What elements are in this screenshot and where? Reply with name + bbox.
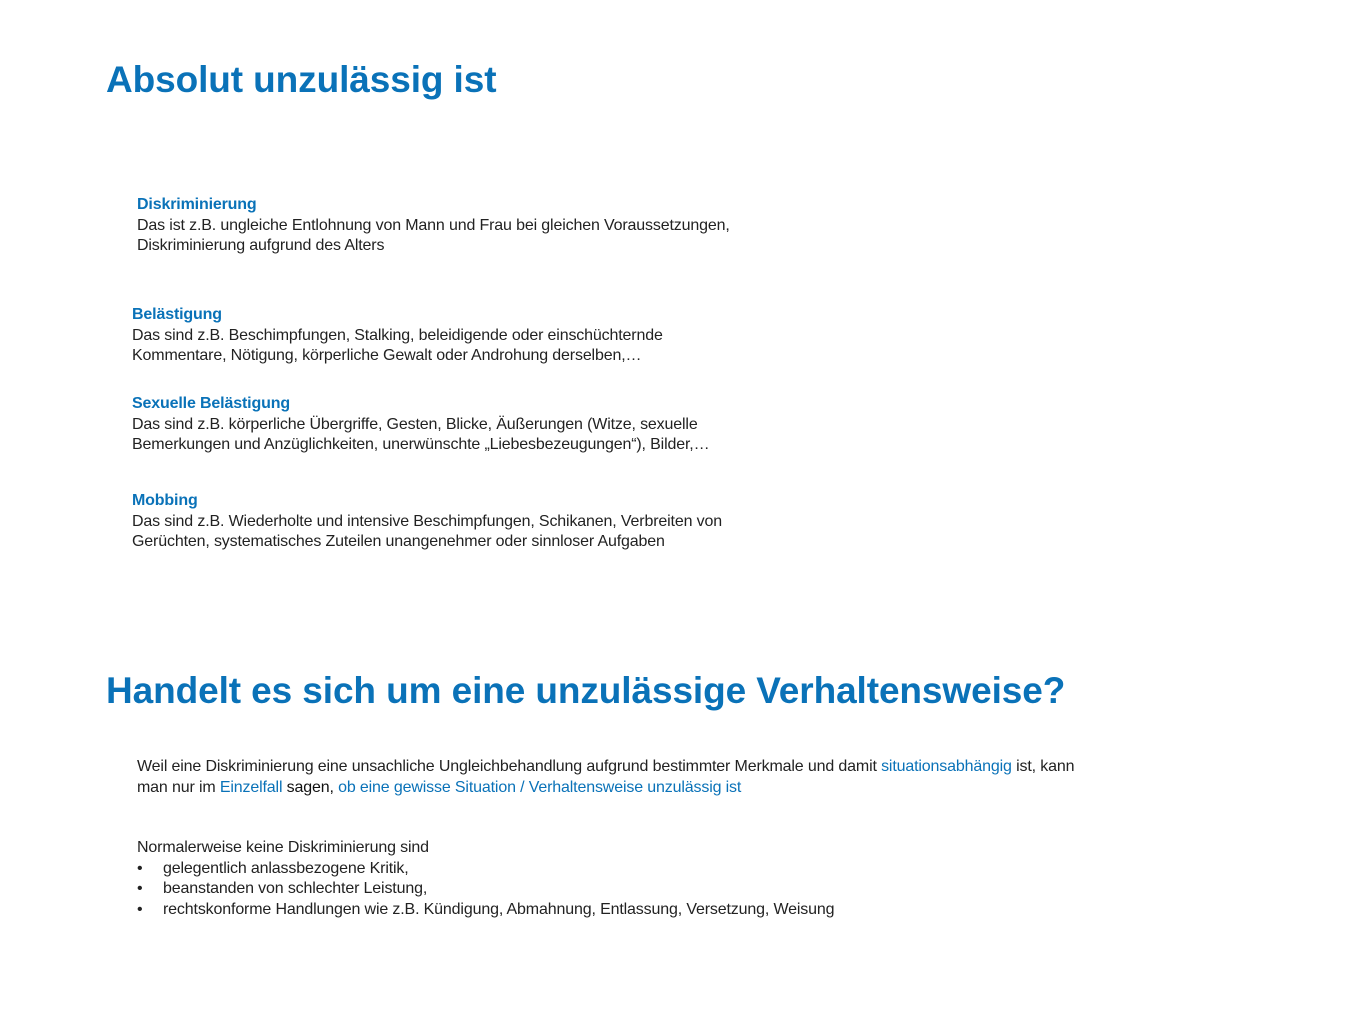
item-belaestigung: [132, 305, 663, 367]
no-discrimination-list: [137, 838, 834, 920]
list-item: [137, 879, 834, 900]
paragraph-text: ist, kann: [1011, 758, 1075, 775]
item-sexuelle-belaestigung: [132, 394, 709, 456]
heading-absolut-unzulaessig: Absolut unzulässig ist: [106, 59, 497, 100]
explanation-paragraph: [137, 757, 1074, 798]
bullet-icon: •: [137, 859, 143, 877]
list-item-text: rechtskonforme Handlungen wie z.B. Kündigung, Abmahnung, Entlassung, Versetzung, Weisung: [163, 900, 835, 918]
item-text-line: Das sind z.B. Wiederholte und intensive Beschimpfungen, Schikanen, Verbreiten von: [132, 512, 722, 530]
item-text-line: Bemerkungen und Anzüglichkeiten, unerwünschte „Liebesbezeugungen“), Bilder,…: [132, 436, 710, 453]
item-text-line: Diskriminierung aufgrund des Alters: [137, 237, 385, 254]
item-title: Mobbing: [132, 492, 198, 509]
heading-unzulaessige-verhaltensweise: Handelt es sich um eine unzulässige Verhaltensweise?: [106, 670, 1066, 711]
item-text-line: Das sind z.B. Beschimpfungen, Stalking, beleidigende oder einschüchternde: [132, 326, 663, 344]
einzelfall-highlight: Einzelfall: [219, 778, 283, 796]
item-text-line: Kommentare, Nötigung, körperliche Gewalt oder Androhung derselben,…: [132, 347, 642, 364]
item-mobbing: [132, 491, 722, 553]
list-item-text: gelegentlich anlassbezogene Kritik,: [163, 859, 409, 877]
item-title: Belästigung: [132, 306, 222, 323]
list-item-text: beanstanden von schlechter Leistung,: [163, 880, 428, 897]
list-item: [137, 859, 834, 880]
item-title: Diskriminierung: [137, 196, 257, 213]
list-item: [137, 900, 834, 921]
list-intro: Normalerweise keine Diskriminierung sind: [137, 839, 429, 856]
bullet-icon: •: [137, 880, 143, 897]
paragraph-text: sagen,: [282, 778, 339, 796]
bullet-icon: •: [137, 900, 143, 918]
paragraph-line: [137, 778, 1074, 799]
item-diskriminierung: [137, 195, 730, 257]
paragraph-line: [137, 757, 1074, 778]
bullet-list: [137, 859, 834, 921]
situationsabhaengig-highlight: situationsabhängig: [881, 758, 1012, 775]
situation-highlight: ob eine gewisse Situation / Verhaltensweise unzulässig ist: [338, 778, 742, 796]
item-text-line: Gerüchten, systematisches Zuteilen unangenehmer oder sinnloser Aufgaben: [132, 533, 665, 550]
item-title: Sexuelle Belästigung: [132, 395, 290, 412]
paragraph-text: Weil eine Diskriminierung eine unsachliche Ungleichbehandlung aufgrund bestimmter Merkmale und damit: [137, 758, 882, 775]
item-text-line: Das sind z.B. körperliche Übergriffe, Gesten, Blicke, Äußerungen (Witze, sexuelle: [132, 415, 698, 433]
paragraph-text: man nur im: [137, 778, 220, 796]
item-text-line: Das ist z.B. ungleiche Entlohnung von Mann und Frau bei gleichen Voraussetzungen,: [137, 216, 730, 234]
